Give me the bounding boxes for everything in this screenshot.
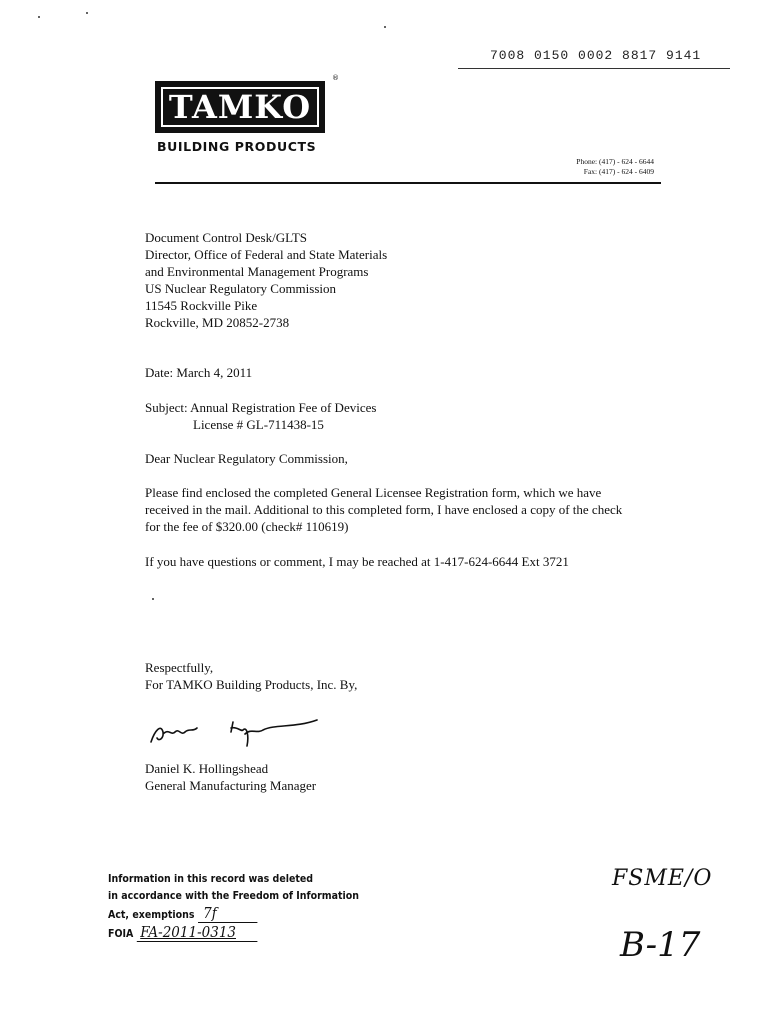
- recipient-address: [145, 229, 387, 331]
- foia-number-value: FA-2011-0313: [137, 924, 258, 942]
- logo-text: TAMKO: [168, 88, 312, 126]
- phone-number: Phone: (417) - 624 - 6644: [576, 157, 654, 166]
- address-line: US Nuclear Regulatory Commission: [145, 281, 337, 296]
- salutation: Dear Nuclear Regulatory Commission,: [145, 451, 348, 466]
- foia-number-label: FOIA: [108, 928, 134, 940]
- foia-line: Information in this record was deleted: [108, 873, 314, 885]
- address-line: 11545 Rockville Pike: [145, 298, 258, 313]
- scan-speck: [152, 598, 154, 600]
- contact-paragraph: If you have questions or comment, I may be reached at 1-417-624-6644 Ext 3721: [145, 554, 569, 569]
- handwritten-note: FSME/O: [612, 866, 713, 891]
- foia-exemptions-line: [108, 905, 359, 924]
- body-line: for the fee of $320.00 (check# 110619): [145, 519, 349, 534]
- signatory-block: [145, 760, 316, 794]
- address-line: and Environmental Management Programs: [145, 264, 369, 279]
- body-line: received in the mail. Additional to this completed form, I have enclosed a copy of the check: [145, 502, 623, 517]
- foia-line: in accordance with the Freedom of Information: [108, 890, 359, 902]
- address-line: Director, Office of Federal and State Materials: [145, 247, 388, 262]
- license-number: License # GL-711438-15: [193, 417, 324, 432]
- foia-stamp: [108, 871, 359, 943]
- letter-date: Date: March 4, 2011: [145, 365, 253, 380]
- subject-line: Subject: Annual Registration Fee of Devices: [145, 400, 377, 415]
- letterhead-contact: [540, 157, 654, 177]
- subject-block: [145, 399, 376, 433]
- scan-speck: [86, 12, 88, 14]
- closing-block: [145, 659, 357, 693]
- scan-speck: [38, 16, 40, 18]
- address-line: Rockville, MD 20852-2738: [145, 315, 290, 330]
- handwritten-page-code: B-17: [620, 925, 701, 965]
- tracking-underline: [458, 68, 730, 69]
- company-logo: [155, 81, 325, 133]
- fax-number: Fax: (417) - 624 - 6409: [583, 167, 654, 176]
- company-by-line: For TAMKO Building Products, Inc. By,: [145, 677, 358, 692]
- scan-speck: [384, 26, 386, 28]
- letterhead-rule: [155, 182, 661, 184]
- tracking-number: 7008 0150 0002 8817 9141: [490, 48, 702, 63]
- registered-mark: ®: [332, 74, 339, 82]
- logo-subtitle: BUILDING PRODUCTS: [157, 139, 317, 154]
- foia-exemptions-label: Act, exemptions: [108, 909, 195, 921]
- signatory-name: Daniel K. Hollingshead: [145, 761, 269, 776]
- handwritten-signature: [145, 712, 335, 752]
- address-line: Document Control Desk/GLTS: [145, 230, 308, 245]
- closing-line: Respectfully,: [145, 660, 214, 675]
- signatory-title: General Manufacturing Manager: [145, 778, 317, 793]
- foia-number-line: [108, 924, 359, 943]
- body-line: Please find enclosed the completed General Licensee Registration form, which we have: [145, 485, 602, 500]
- foia-exemptions-value: 7f: [198, 905, 257, 923]
- body-paragraph: [145, 484, 622, 535]
